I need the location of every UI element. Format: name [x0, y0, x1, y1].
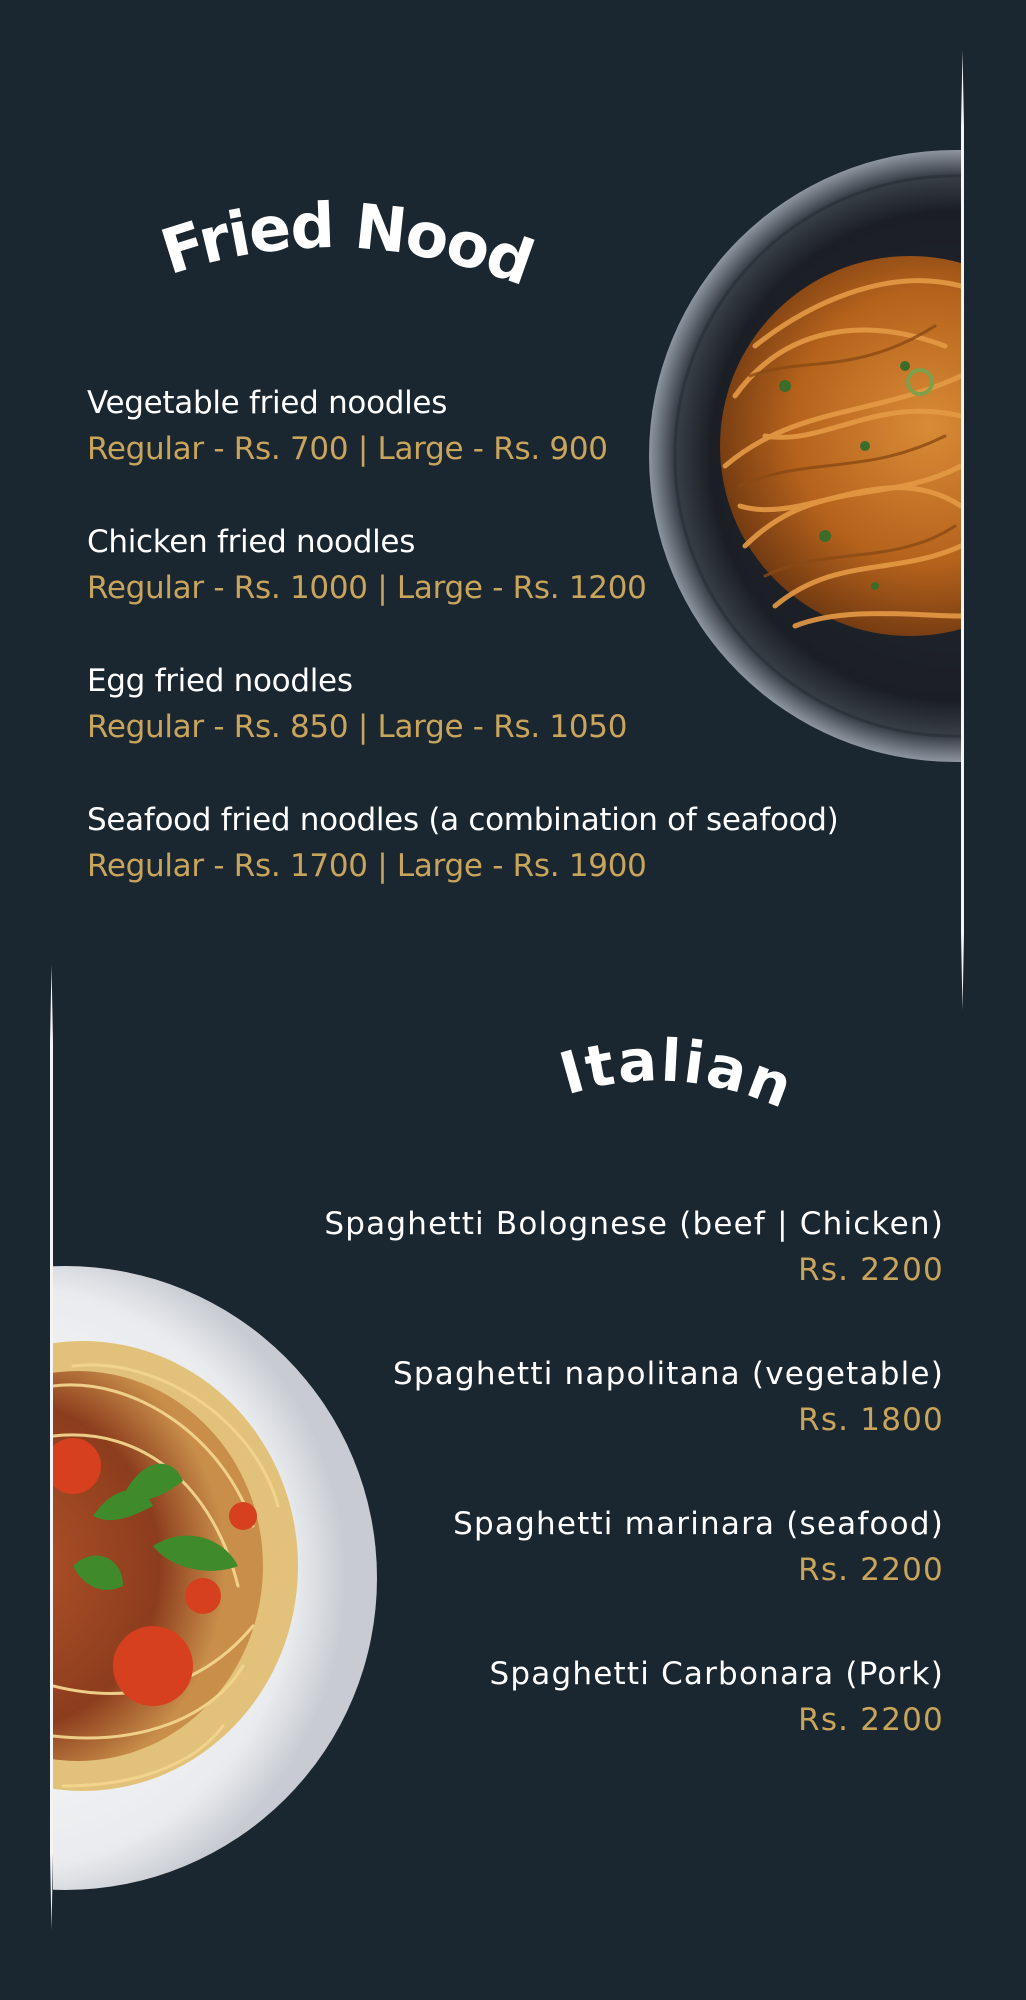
- menu-item: [324, 1201, 944, 1293]
- accent-line-right: [961, 50, 964, 1010]
- item-name: Spaghetti Bolognese (beef | Chicken): [324, 1206, 944, 1242]
- item-price: Rs. 2200: [798, 1702, 944, 1738]
- item-price: Rs. 2200: [798, 1552, 944, 1588]
- item-price: Regular - Rs. 850 | Large - Rs. 1050: [87, 709, 628, 745]
- menu-item: [393, 1351, 944, 1443]
- item-price: Regular - Rs. 700 | Large - Rs. 900: [87, 431, 608, 467]
- item-price: Rs. 1800: [798, 1402, 944, 1438]
- menu-item: [87, 519, 647, 611]
- svg-text:Fried Noodles: [130, 102, 541, 299]
- italian-heading: [552, 1010, 804, 1130]
- menu-item: [87, 380, 608, 472]
- item-price: Regular - Rs. 1700 | Large - Rs. 1900: [87, 848, 647, 884]
- menu-item: [87, 797, 838, 889]
- menu-item: [87, 658, 627, 750]
- item-name: Spaghetti marinara (seafood): [453, 1506, 944, 1542]
- spaghetti-photo: [53, 1266, 383, 1896]
- item-price: Regular - Rs. 1000 | Large - Rs. 1200: [87, 570, 647, 606]
- italian-title: Italian: [552, 1025, 804, 1122]
- noodles-heading: [129, 102, 550, 300]
- item-name: Spaghetti Carbonara (Pork): [489, 1656, 944, 1692]
- menu-item: [453, 1501, 944, 1593]
- item-name: Egg fried noodles: [87, 663, 353, 699]
- item-name: Vegetable fried noodles: [87, 385, 448, 421]
- item-name: Seafood fried noodles (a combination of seafood): [87, 802, 839, 838]
- svg-text:Italian: [552, 1026, 803, 1122]
- menu-item: [490, 1651, 944, 1743]
- item-name: Chicken fried noodles: [87, 524, 416, 560]
- item-name: Spaghetti napolitana (vegetable): [393, 1356, 944, 1392]
- fried-noodles-photo: [645, 146, 961, 762]
- noodles-title: Fried Noodles: [129, 102, 542, 300]
- item-price: Rs. 2200: [798, 1252, 944, 1288]
